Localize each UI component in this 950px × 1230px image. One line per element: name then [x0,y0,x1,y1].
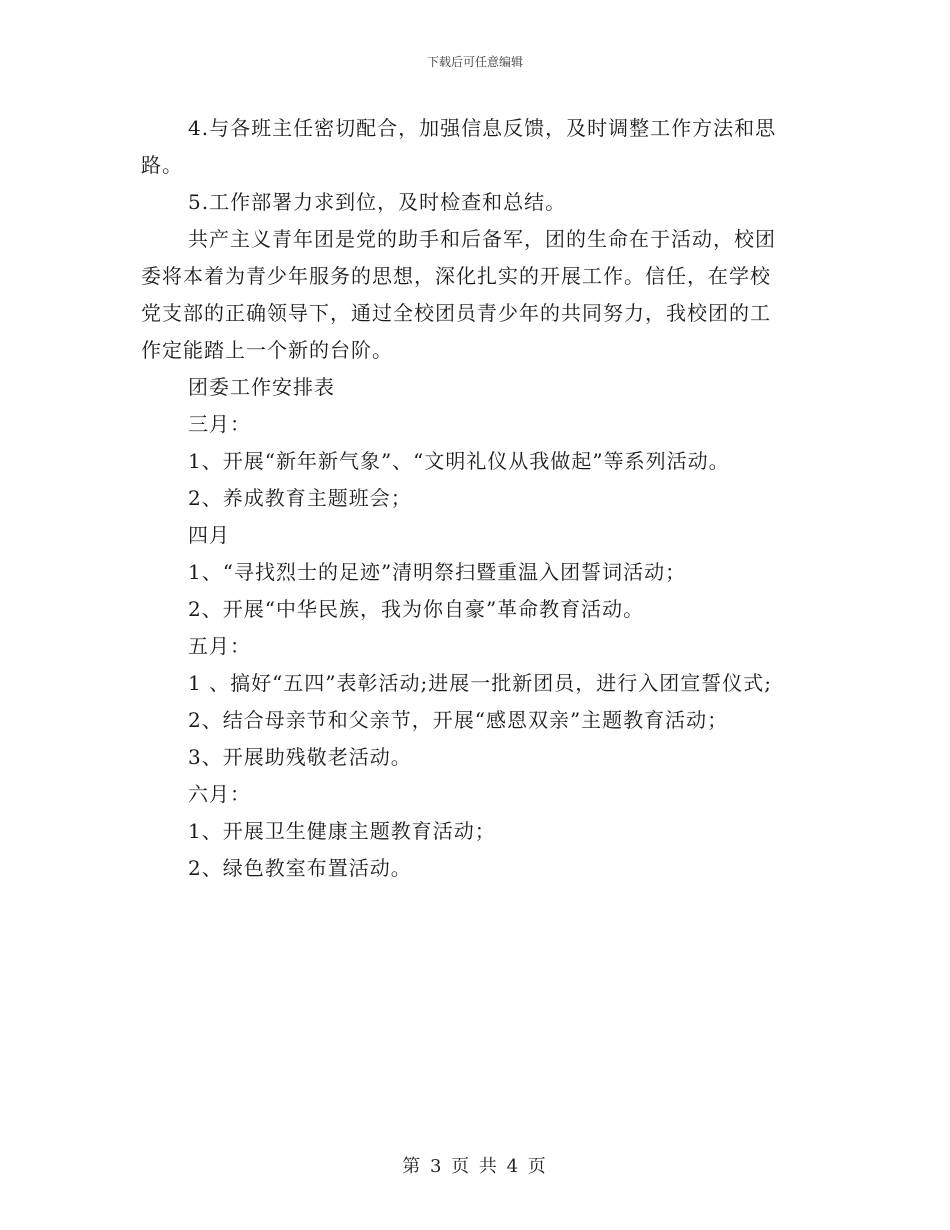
list-item: 1、“寻找烈士的足迹”清明祭扫暨重温入团誓词活动； [188,560,687,584]
month-heading: 三月： [188,412,251,436]
page-number: 第 3 页 共 4 页 [402,1156,548,1177]
paragraph-line: 作定能踏上一个新的台阶。 [141,338,393,362]
section-title: 团委工作安排表 [188,375,335,399]
paragraph-line: 党支部的正确领导下，通过全校团员青少年的共同努力，我校团的工 [141,301,771,325]
document-body [141,110,821,887]
list-item: 2、结合母亲节和父亲节，开展“感恩双亲”主题教育活动； [188,708,729,732]
month-heading: 五月： [188,634,251,658]
month-heading: 六月： [188,782,251,806]
paragraph-line: 5.工作部署力求到位，及时检查和总结。 [188,190,567,214]
list-item: 1、开展“新年新气象”、“文明礼仪从我做起”等系列活动。 [188,449,730,473]
list-item: 2、开展“中华民族，我为你自豪”革命教育活动。 [188,597,645,621]
list-item: 2、绿色教室布置活动。 [188,856,412,880]
month-heading: 四月 [188,523,230,547]
list-item: 1 、搞好“五四”表彰活动;进展一批新团员，进行入团宣誓仪式; [188,671,773,695]
paragraph-line: 共产主义青年团是党的助手和后备军，团的生命在于活动，校团 [188,227,776,251]
paragraph-line: 4.与各班主任密切配合，加强信息反馈，及时调整工作方法和思 [188,116,777,140]
paragraph-line: 路。 [141,153,183,177]
paragraph-line: 委将本着为青少年服务的思想，深化扎实的开展工作。信任，在学校 [141,264,771,288]
list-item: 3、开展助残敬老活动。 [188,745,412,769]
list-item: 1、开展卫生健康主题教育活动； [188,819,496,843]
page-header: 下载后可任意编辑 [426,55,523,69]
list-item: 2、养成教育主题班会； [188,486,412,510]
